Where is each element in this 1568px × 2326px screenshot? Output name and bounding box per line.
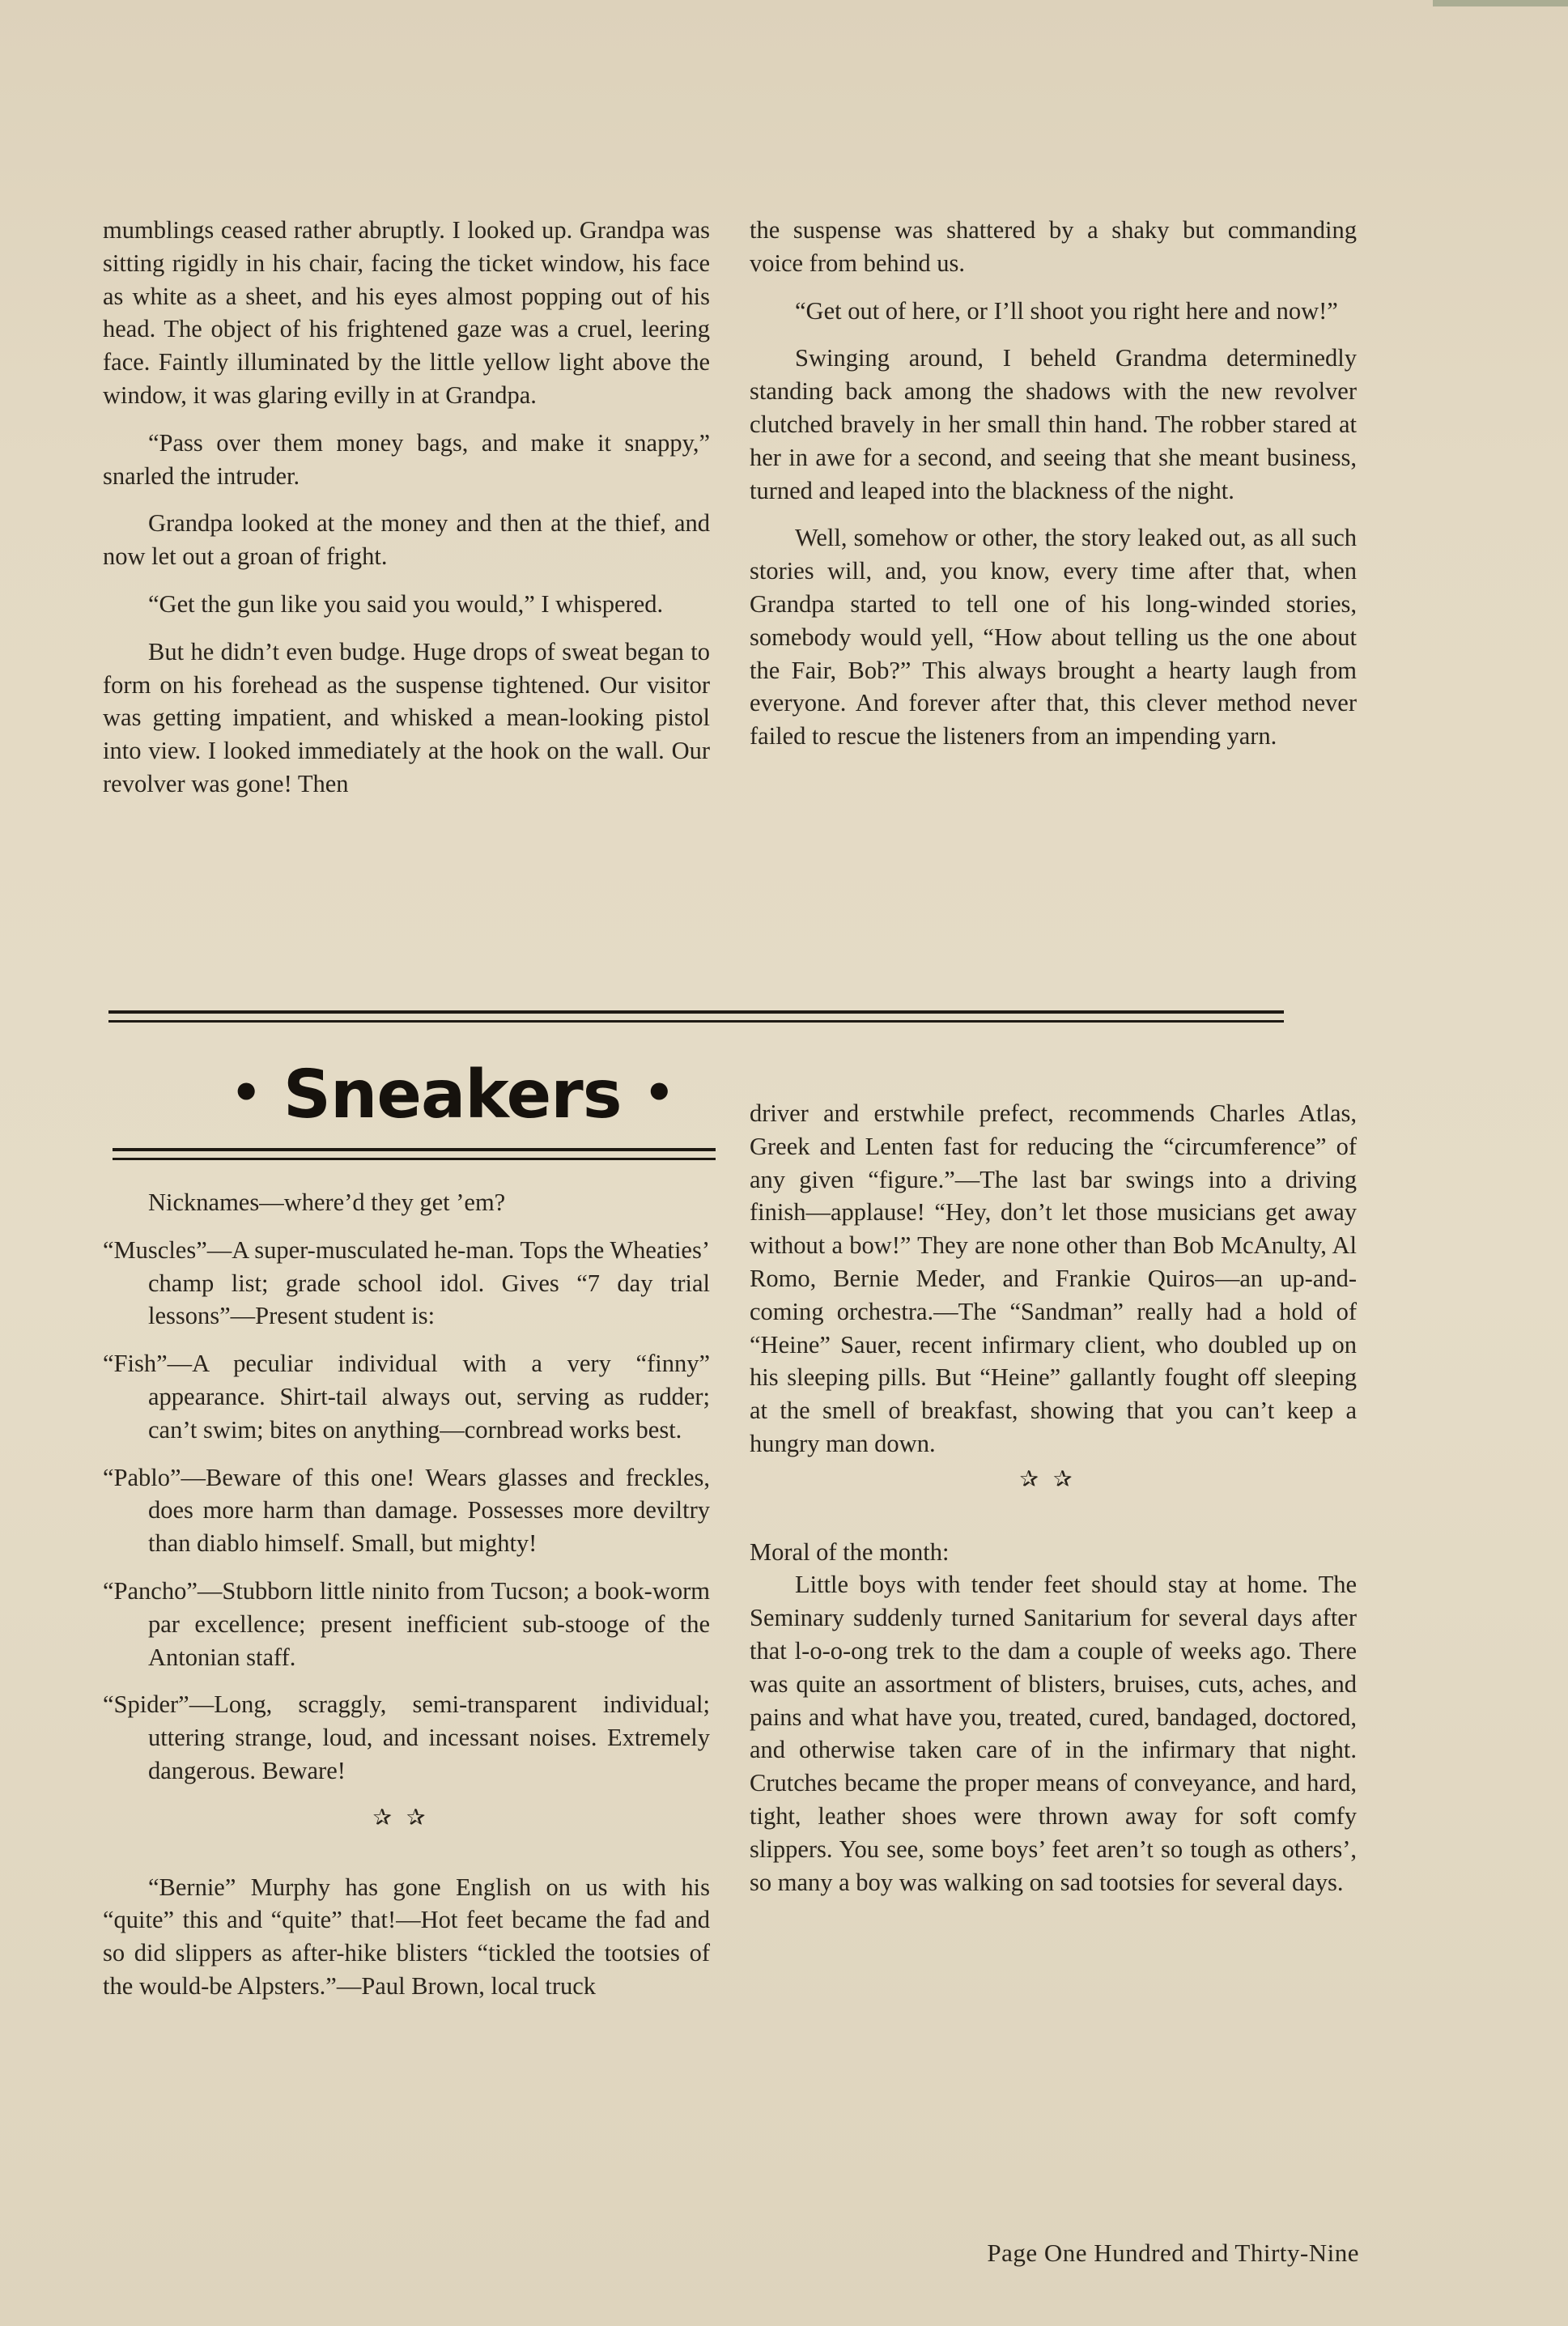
sneakers-column-right bbox=[750, 1097, 1357, 1899]
story-paragraph: mumblings ceased rather abruptly. I looked up. Grandpa was sitting rigidly in his chair, facing the ticket window, his face as white as a sheet, and his eyes almost popping out of his head. The object of his frightened gaze was a cruel, leering face. Faintly illuminated by the little yellow light above the window, it was glaring evilly in at Grandpa. bbox=[103, 216, 710, 409]
nickname-entry: “Fish”—A peculiar individual with a very “finny” appearance. Shirt-tail always out, serving as rudder; can’t swim; bites on anything—cornbread works best. bbox=[103, 1350, 710, 1444]
star-separator bbox=[750, 1464, 1357, 1497]
star-icon: ✰ bbox=[406, 1805, 440, 1831]
murphy-paragraph: “Bernie” Murphy has gone English on us with his “quite” this and “quite” that!—Hot feet became the fad and so did slippers as after-hike blisters “tickled the tootsies of the would-be Alpsters.”—Paul Brown, local truck bbox=[103, 1873, 710, 2000]
section-heading-text: Sneakers bbox=[283, 1057, 622, 1133]
bullet-icon: • bbox=[231, 1065, 261, 1121]
page-number: Page One Hundred and Thirty-Nine bbox=[987, 2239, 1359, 2267]
story-column-right bbox=[750, 214, 1357, 768]
story-paragraph: Well, somehow or other, the story leaked out, as all such stories will, and, you know, every time after that, when Grandpa started to tell one of his long-winded stories, somebody would yell, “How about telling us the one about the Fair, Bob?” This always brought a hearty laugh from everyone. And forever after that, this clever method never failed to rescue the listeners from an impending yarn. bbox=[750, 524, 1357, 751]
nickname-entry: “Spider”—Long, scraggly, semi-transparent individual; uttering strange, loud, and incessant noises. Extremely dangerous. Beware! bbox=[103, 1690, 710, 1784]
star-icon: ✰ bbox=[372, 1805, 406, 1831]
heading-underline-rule bbox=[113, 1158, 716, 1160]
nickname-entry: “Pablo”—Beware of this one! Wears glasses and freckles, does more harm than damage. Possesses more deviltry than diablo himself. Small, but mighty! bbox=[103, 1463, 710, 1558]
story-column-left bbox=[103, 214, 710, 815]
story-paragraph: “Get the gun like you said you would,” I whispered. bbox=[148, 589, 664, 618]
sneakers-column-left bbox=[103, 1186, 710, 2018]
nickname-entry: “Pancho”—Stubborn little ninito from Tucson; a book-worm par excellence; present inefficient sub-stooge of the Antonian staff. bbox=[103, 1576, 710, 1671]
section-divider-rule bbox=[108, 1010, 1284, 1014]
star-separator bbox=[103, 1802, 710, 1835]
moral-title: Moral of the month: bbox=[750, 1537, 950, 1566]
star-icon: ✰ bbox=[1053, 1466, 1087, 1492]
story-paragraph: “Get out of here, or I’ll shoot you right here and now!” bbox=[795, 296, 1338, 325]
nickname-entry: “Muscles”—A super-musculated he-man. Tops the Wheaties’ champ list; grade school idol. Gives “7 day trial lessons”—Present student is: bbox=[103, 1235, 710, 1330]
story-paragraph: Swinging around, I beheld Grandma determinedly standing back among the shadows with the new revolver clutched bravely in her small thin hand. The robber stared at her in awe for a second, and seeing that she meant business, turned and leaped into the blackness of the night. bbox=[750, 344, 1357, 504]
star-icon: ✰ bbox=[1019, 1466, 1053, 1492]
moral-body: Little boys with tender feet should stay at home. The Seminary suddenly turned Sanitarium for several days after that l-o-o-ong trek to the dam a couple of weeks ago. There was quite an assortment of blisters, bruises, cuts, aches, and pains and what have you, treated, cured, bandaged, doctored, and otherwise taken care of in the infirmary that night. Crutches became the proper means of conveyance, and hard, tight, leather shoes were thrown away for soft comfy slippers. You see, some boys’ feet aren’t so tough as others’, so many a boy was walking on sad tootsies for several days. bbox=[750, 1571, 1357, 1896]
section-heading bbox=[231, 1052, 674, 1136]
story-paragraph: Grandpa looked at the money and then at the thief, and now let out a groan of fright. bbox=[103, 509, 710, 571]
story-paragraph: “Pass over them money bags, and make it snappy,” snarled the intruder. bbox=[103, 428, 710, 490]
story-paragraph: the suspense was shattered by a shaky but commanding voice from behind us. bbox=[750, 216, 1357, 277]
page-edge-mark bbox=[1433, 0, 1568, 6]
murphy-paragraph-continued: driver and erstwhile prefect, recommends Charles Atlas, Greek and Lenten fast for reducing the “circumference” of any given “figure.”—The last bar swings into a driving finish—applause! “Hey, don’t let those musicians get away without a bow!” They are none other than Bob McAnulty, Al Romo, Bernie Meder, and Frankie Quiros—an up-and-coming orchestra.—The “Sandman” really had a hold of “Heine” Sauer, recent infirmary client, who doubled up on his sleeping pills. But “Heine” gallantly fought off sleeping at the smell of breakfast, showing that you can’t keep a hungry man down. bbox=[750, 1099, 1357, 1457]
story-paragraph: But he didn’t even budge. Huge drops of sweat began to form on his forehead as the suspense tightened. Our visitor was getting impatient, and whisked a mean-looking pistol into view. I looked immediately at the hook on the wall. Our revolver was gone! Then bbox=[103, 637, 710, 797]
bullet-icon: • bbox=[644, 1065, 674, 1121]
section-divider-rule bbox=[108, 1020, 1284, 1023]
heading-underline-rule bbox=[113, 1148, 716, 1151]
nicknames-intro: Nicknames—where’d they get ’em? bbox=[148, 1189, 506, 1216]
